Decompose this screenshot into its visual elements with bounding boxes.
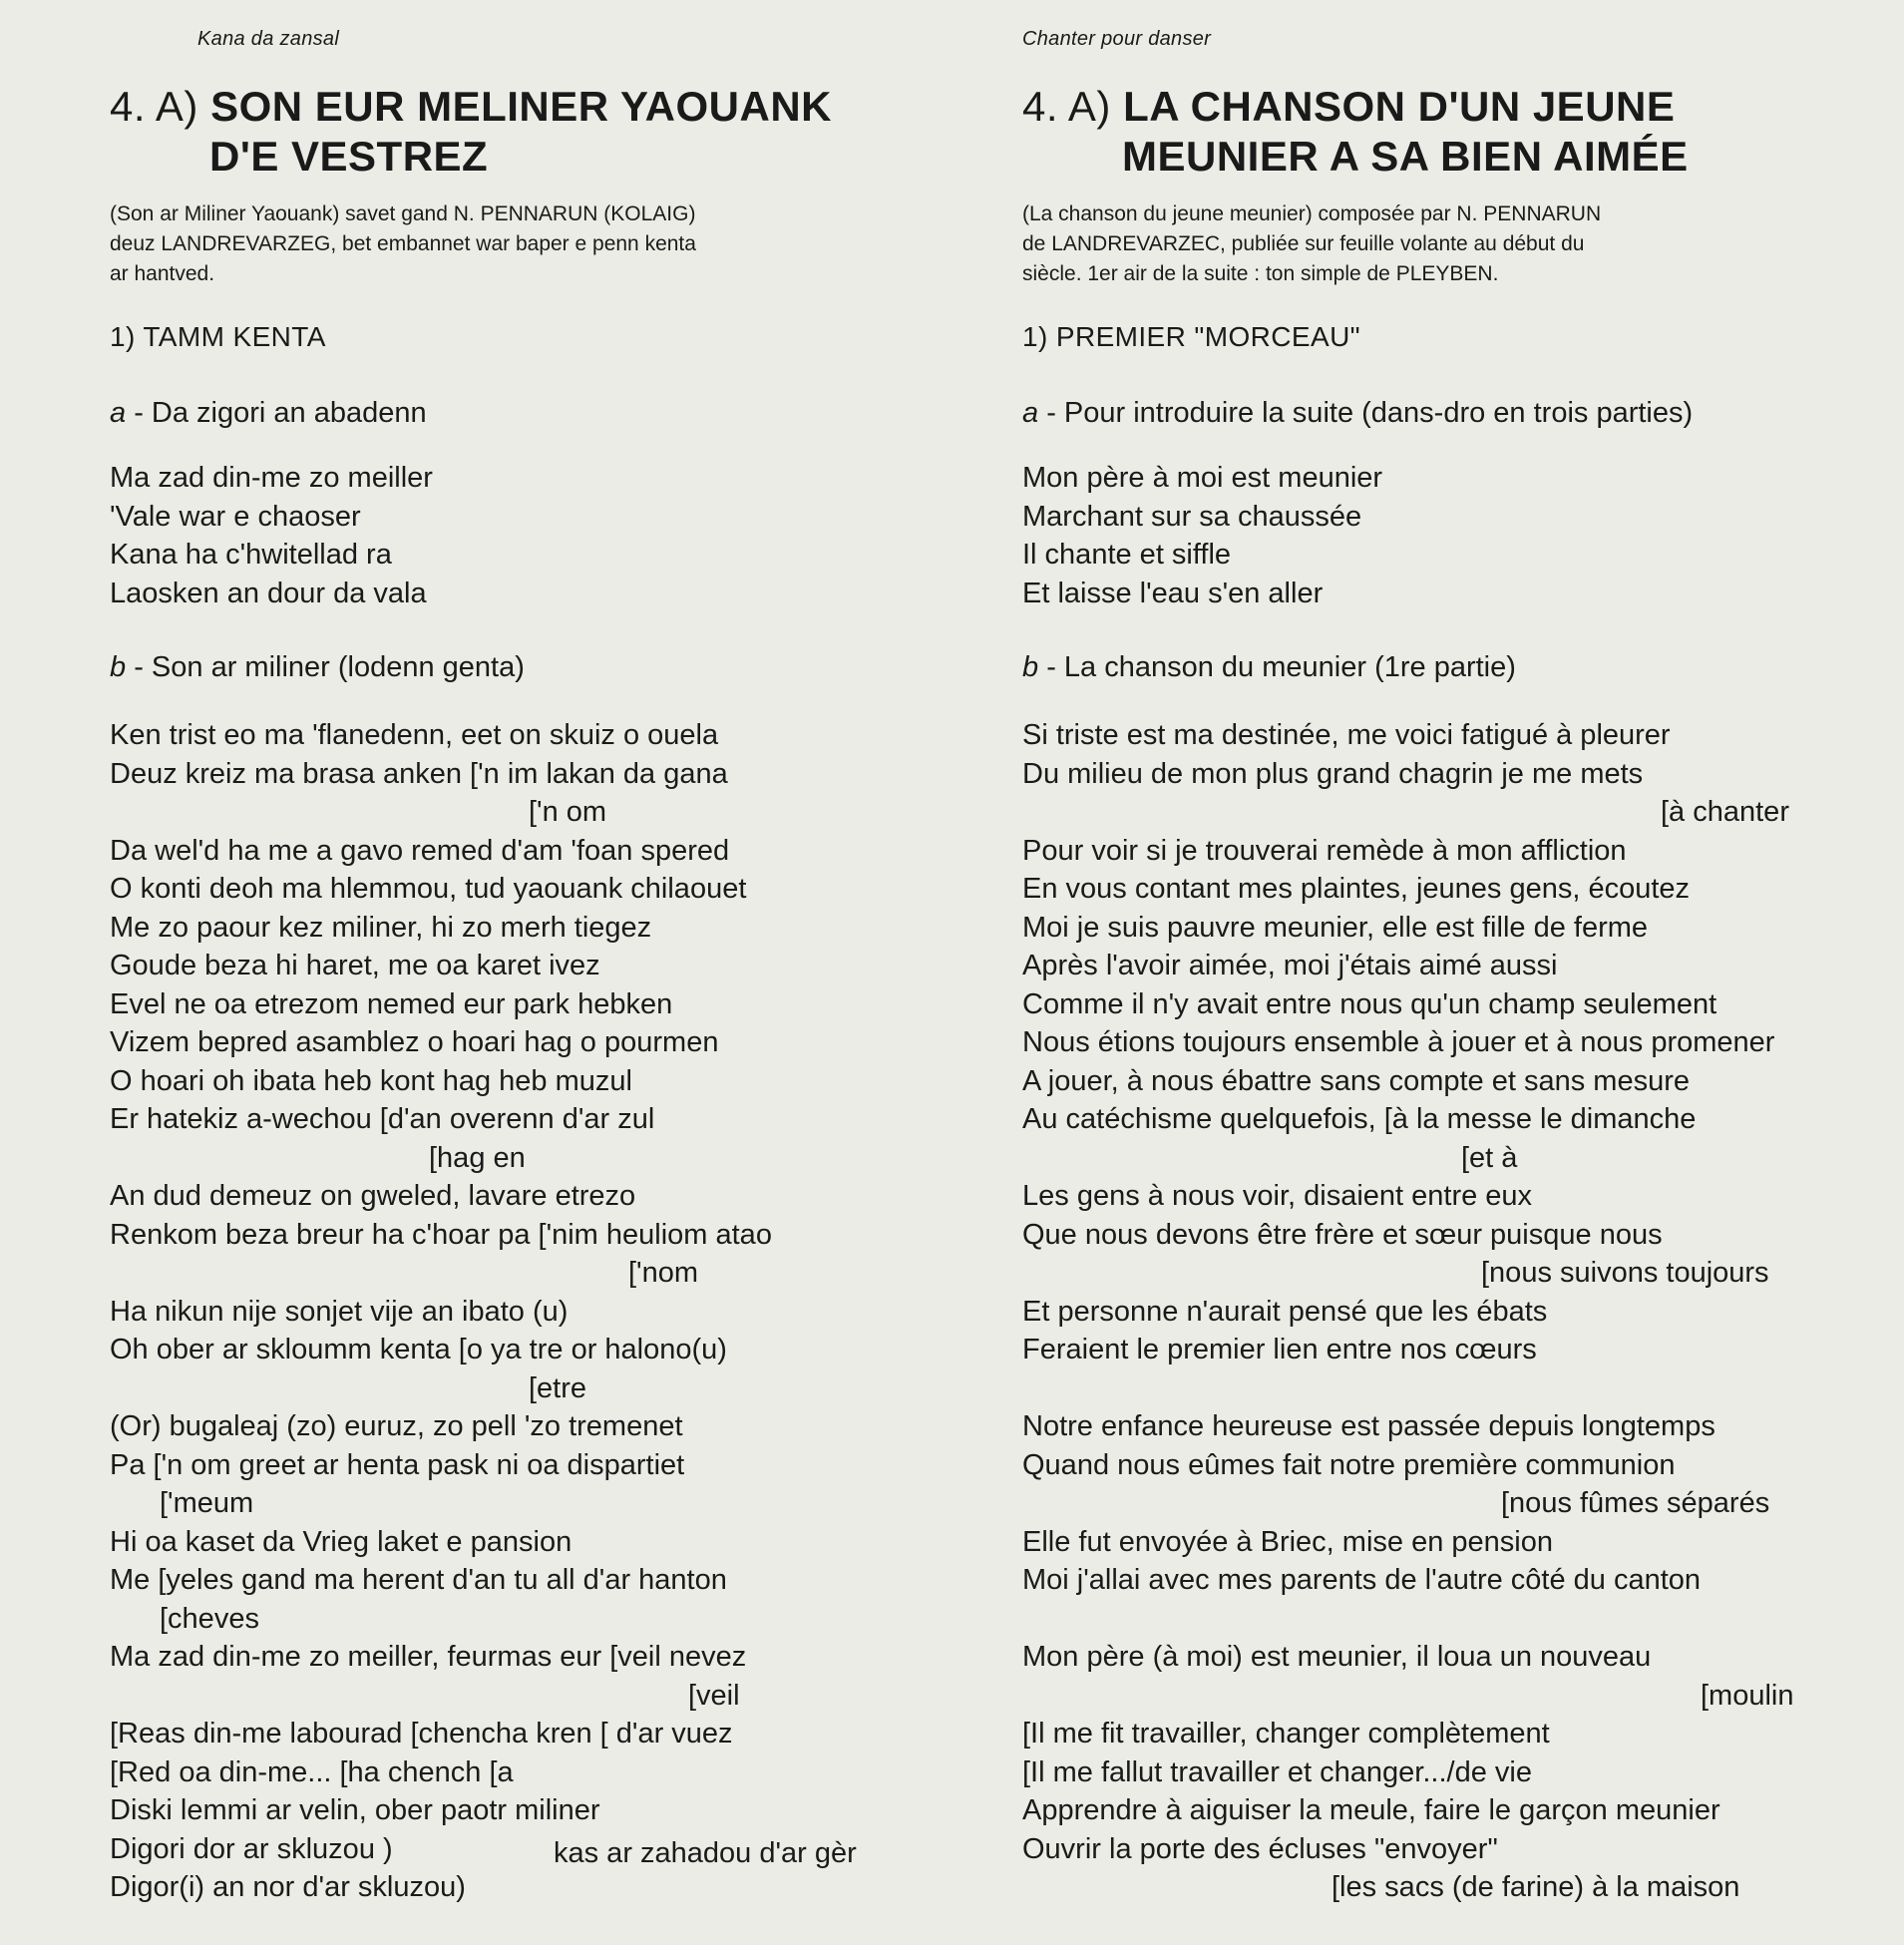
verse-line: Renkom beza breur ha c'hoar pa ['nim heuliom atao	[110, 1218, 772, 1251]
subheading-text: - Da zigori an abadenn	[126, 397, 427, 429]
verse-line: (Or) bugaleaj (zo) euruz, zo pell 'zo tremenet	[110, 1410, 683, 1442]
intro-line: (La chanson du jeune meunier) composée par N. PENNARUN	[1022, 202, 1602, 225]
verse-line: Digor(i) an nor d'ar skluzou)	[110, 1871, 466, 1903]
subheading-letter: b	[110, 651, 127, 683]
title-number: 4. A)	[110, 83, 198, 130]
verse-line: [nous fûmes séparés	[1501, 1487, 1770, 1519]
verse-line: Da wel'd ha me a gavo remed d'am 'foan spered	[110, 834, 730, 867]
verse-line: Comme il n'y avait entre nous qu'un champ seulement	[1022, 987, 1717, 1020]
verse-line: Deuz kreiz ma brasa anken ['n im lakan da gana	[110, 757, 728, 790]
verse-line: Les gens à nous voir, disaient entre eux	[1022, 1180, 1533, 1212]
verse-line: ['meum	[160, 1487, 254, 1519]
source-label: Chanter pour danser	[1022, 28, 1212, 50]
verse-line: [et à	[1461, 1141, 1518, 1174]
verse-line: [à chanter	[1661, 796, 1789, 828]
verse-line: Mon père à moi est meunier	[1022, 462, 1383, 494]
stanza-a	[110, 459, 433, 612]
verse-line: Evel ne oa etrezom nemed eur park hebken	[110, 987, 673, 1020]
verse-line: Et laisse l'eau s'en aller	[1022, 577, 1324, 609]
verse-line: Feraient le premier lien entre nos cœurs	[1022, 1334, 1537, 1365]
subheading-letter: a	[1022, 397, 1039, 429]
song-title	[1022, 82, 1689, 182]
intro-line: ar hantved.	[110, 262, 215, 285]
verse-line: ['nom	[628, 1257, 699, 1289]
subheading-text: - La chanson du meunier (1re partie)	[1038, 651, 1516, 683]
verse-line: [etre	[529, 1371, 587, 1404]
verse-line: Hi oa kaset da Vrieg laket e pansion	[110, 1525, 572, 1558]
verse-line: Me zo paour kez miliner, hi zo merh tiegez	[110, 911, 652, 944]
verse-line: [Reas din-me labourad [chencha kren [ d'ar vuez	[110, 1718, 733, 1750]
verse-line: [hag en	[429, 1141, 526, 1174]
verse-line	[1022, 1369, 1794, 1408]
title-line-1: LA CHANSON D'UN JEUNE	[1123, 83, 1676, 130]
subheading-letter: b	[1022, 651, 1039, 683]
subheading-letter: a	[110, 397, 127, 429]
verse-line: Ouvrir la porte des écluses "envoyer"	[1022, 1832, 1498, 1865]
verse-line: Que nous devons être frère et sœur puisque nous	[1022, 1218, 1663, 1251]
title-line-2: MEUNIER A SA BIEN AIMÉE	[1122, 133, 1689, 180]
verse-line: Ha nikun nije sonjet vije an ibato (u)	[110, 1295, 569, 1328]
verse-line: Diski lemmi ar velin, ober paotr miliner	[110, 1794, 600, 1826]
intro-text	[1022, 199, 1840, 289]
verse-line: Si triste est ma destinée, me voici fatigué à pleurer	[1022, 719, 1671, 751]
verse-line: Mon père (à moi) est meunier, il loua un nouveau	[1022, 1641, 1652, 1673]
verse-line: ['n om	[529, 796, 607, 828]
verse-line: An dud demeuz on gweled, lavare etrezo	[110, 1180, 636, 1212]
verse-line: Et personne n'aurait pensé que les ébats	[1022, 1295, 1548, 1328]
stanza-b	[110, 716, 772, 1907]
verse-line: [les sacs (de farine) à la maison	[1332, 1871, 1740, 1903]
verse-line: [Il me fallut travailler et changer.../de vie	[1022, 1755, 1532, 1788]
verse-line: Après l'avoir aimée, moi j'étais aimé aussi	[1022, 950, 1558, 981]
stanza-a	[1022, 459, 1382, 612]
subheading-b	[1022, 651, 1516, 684]
verse-line: Moi j'allai avec mes parents de l'autre côté du canton	[1022, 1564, 1702, 1596]
intro-line: siècle. 1er air de la suite : ton simple de PLEYBEN.	[1022, 262, 1499, 285]
verse-line: [moulin	[1701, 1679, 1794, 1712]
subheading-text: - Son ar miliner (lodenn genta)	[126, 651, 525, 683]
verse-line: Oh ober ar skloumm kenta [o ya tre or halono(u)	[110, 1334, 727, 1365]
verse-line: Ma zad din-me zo meiller, feurmas eur [veil nevez	[110, 1641, 747, 1673]
verse-line: O hoari oh ibata heb kont hag heb muzul	[110, 1064, 632, 1097]
verse-line: Ma zad din-me zo meiller	[110, 462, 433, 494]
verse-line: Goude beza hi haret, me oa karet ivez	[110, 950, 600, 981]
subheading-b	[110, 651, 525, 684]
verse-line: Vizem bepred asamblez o hoari hag o pourmen	[110, 1026, 719, 1058]
section-heading: 1) PREMIER "MORCEAU"	[1022, 321, 1361, 352]
verse-line: [cheves	[160, 1602, 259, 1635]
source-label: Kana da zansal	[197, 28, 340, 50]
stanza-b	[1022, 716, 1794, 1907]
section-heading: 1) TAMM KENTA	[110, 321, 326, 352]
title-number: 4. A)	[1022, 83, 1111, 130]
intro-line: de LANDREVARZEC, publiée sur feuille volante au début du	[1022, 232, 1585, 255]
verse-line: A jouer, à nous ébattre sans compte et sans mesure	[1022, 1064, 1690, 1097]
verse-line: Elle fut envoyée à Briec, mise en pension	[1022, 1525, 1553, 1558]
verse-line: [Il me fit travailler, changer complètement	[1022, 1718, 1550, 1750]
verse-line: Du milieu de mon plus grand chagrin je me mets	[1022, 757, 1644, 790]
verse-line	[1022, 1600, 1794, 1639]
verse-line: Notre enfance heureuse est passée depuis longtemps	[1022, 1410, 1715, 1442]
verse-line: Me [yeles gand ma herent d'an tu all d'ar hanton	[110, 1564, 727, 1596]
verse-line: Kana ha c'hwitellad ra	[110, 539, 392, 571]
verse-line: Marchant sur sa chaussée	[1022, 500, 1362, 533]
subheading-a	[1022, 397, 1693, 430]
intro-line: (Son ar Miliner Yaouank) savet gand N. PENNARUN (KOLAIG)	[110, 202, 696, 225]
intro-text	[110, 199, 928, 289]
verse-line: Er hatekiz a-wechou [d'an overenn d'ar zul	[110, 1103, 655, 1135]
verse-line: Pa ['n om greet ar henta pask ni oa dispartiet	[110, 1448, 685, 1481]
verse-line: Au catéchisme quelquefois, [à la messe le dimanche	[1022, 1103, 1697, 1135]
verse-line: Laosken an dour da vala	[110, 577, 427, 609]
verse-line: Pour voir si je trouverai remède à mon affliction	[1022, 834, 1627, 867]
subheading-a	[110, 397, 427, 430]
verse-line: Quand nous eûmes fait notre première communion	[1022, 1448, 1676, 1481]
intro-line: deuz LANDREVARZEG, bet embannet war baper e penn kenta	[110, 232, 696, 255]
verse-line: [Red oa din-me... [ha chench [a	[110, 1755, 514, 1788]
verse-line: Ken trist eo ma 'flanedenn, eet on skuiz o ouela	[110, 719, 719, 751]
verse-line: Apprendre à aiguiser la meule, faire le garçon meunier	[1022, 1794, 1720, 1826]
bracket-aside: kas ar zahadou d'ar gèr	[554, 1837, 857, 1869]
verse-line: Il chante et siffle	[1022, 539, 1232, 571]
subheading-text: - Pour introduire la suite (dans-dro en trois parties)	[1038, 397, 1694, 429]
verse-line: Nous étions toujours ensemble à jouer et à nous promener	[1022, 1026, 1775, 1058]
verse-line: [nous suivons toujours	[1481, 1257, 1769, 1289]
verse-line: Digori dor ar skluzou )	[110, 1832, 393, 1865]
verse-line: O konti deoh ma hlemmou, tud yaouank chilaouet	[110, 873, 747, 905]
verse-line: [veil	[688, 1679, 740, 1712]
title-line-2: D'E VESTREZ	[209, 133, 489, 180]
verse-line: 'Vale war e chaoser	[110, 500, 361, 533]
verse-line: Moi je suis pauvre meunier, elle est fille de ferme	[1022, 911, 1649, 944]
title-line-1: SON EUR MELINER YAOUANK	[210, 83, 832, 130]
verse-line: En vous contant mes plaintes, jeunes gens, écoutez	[1022, 873, 1691, 905]
song-title	[110, 82, 832, 182]
